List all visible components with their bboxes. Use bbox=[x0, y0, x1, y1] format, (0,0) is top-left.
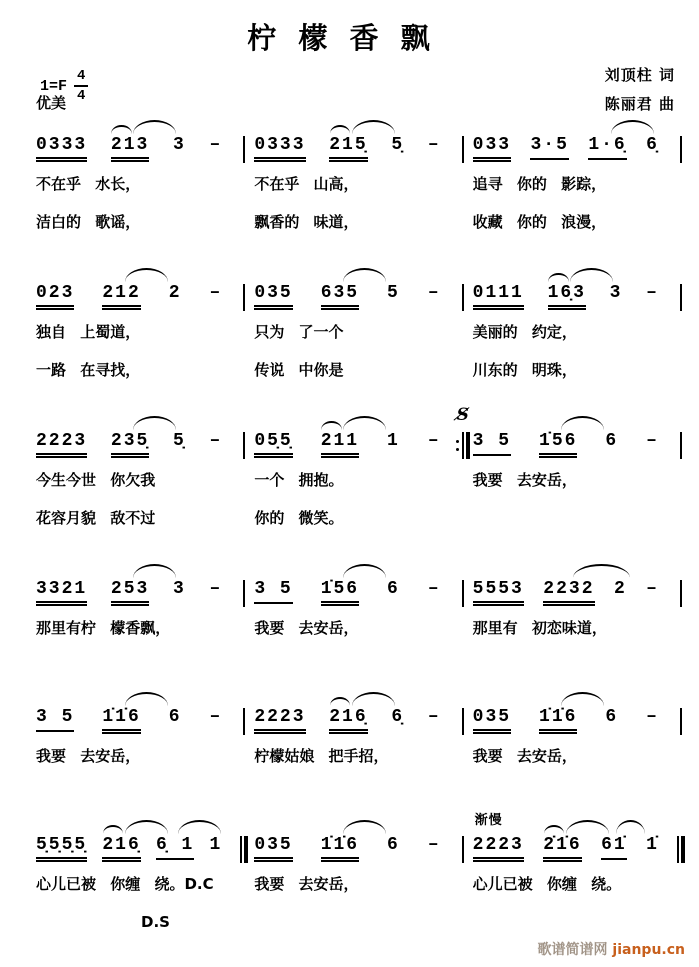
note-group: 2223 bbox=[36, 431, 87, 458]
lyrics-row-1 bbox=[34, 607, 689, 645]
lyric-bar-spacer bbox=[455, 607, 471, 645]
lyric-cell bbox=[471, 497, 673, 535]
lyric-cell: 飘香的 味道， bbox=[254, 213, 359, 231]
lyric-bar-spacer bbox=[455, 863, 471, 901]
lyric-bar-spacer bbox=[455, 459, 471, 497]
barline-cell bbox=[673, 283, 689, 311]
note-group: 235̣ bbox=[111, 431, 149, 458]
note-group: 61̇ bbox=[601, 835, 627, 860]
meter-denominator: 4 bbox=[77, 88, 86, 104]
score-line-3 bbox=[34, 405, 689, 535]
notes-row bbox=[34, 405, 689, 459]
notes-row bbox=[34, 559, 689, 607]
note-group: 6 bbox=[168, 707, 182, 727]
note-group: 6̣ bbox=[391, 707, 405, 727]
notes-measure bbox=[252, 135, 454, 163]
lyric-bar-spacer bbox=[455, 349, 471, 387]
barline-icon bbox=[243, 136, 245, 163]
lyric-cell: 那里有 初恋味道， bbox=[472, 619, 607, 637]
note-group: 216̣ bbox=[329, 707, 367, 734]
note-group: 216̣ bbox=[102, 835, 140, 862]
lyric-cell: D.S bbox=[36, 913, 170, 931]
barline-icon bbox=[243, 580, 245, 607]
note-group: 3 bbox=[173, 579, 186, 599]
lyric-bar-spacer bbox=[455, 311, 471, 349]
notes-measure bbox=[34, 135, 236, 163]
note-group: 1·6̣ bbox=[588, 135, 626, 160]
notes-measure bbox=[34, 707, 236, 735]
note-group: 035 bbox=[473, 707, 511, 734]
barline-icon bbox=[680, 432, 682, 459]
notes-measure bbox=[471, 283, 673, 311]
notes-row bbox=[34, 815, 689, 863]
barline-icon bbox=[462, 836, 464, 863]
lyric-bar-spacer bbox=[455, 163, 471, 201]
note-group: 2 bbox=[168, 283, 182, 303]
note-group: 035 bbox=[254, 283, 292, 310]
lyric-cell: 美丽的 约定， bbox=[472, 323, 577, 341]
barline-thick bbox=[681, 836, 685, 863]
note-group: 0333 bbox=[254, 135, 305, 162]
note-group: – bbox=[646, 579, 659, 599]
score bbox=[34, 115, 689, 939]
note-group: – bbox=[209, 579, 223, 599]
note-group: 16̣3 bbox=[548, 283, 586, 310]
lyric-bar-spacer bbox=[673, 163, 689, 201]
notes-measure bbox=[252, 707, 454, 735]
note-group: 023 bbox=[36, 283, 74, 310]
lyric-cell: 不在乎 水长， bbox=[36, 175, 141, 193]
notes-measure bbox=[471, 579, 673, 607]
score-line-6 bbox=[34, 815, 689, 939]
score-line-4 bbox=[34, 559, 689, 645]
lyric-bar-spacer bbox=[236, 863, 252, 901]
barline-cell bbox=[455, 835, 471, 863]
lyric-cell: 独自 上蜀道， bbox=[36, 323, 141, 341]
lyric-cell: 心儿已被 你缠 绕。D.C bbox=[36, 875, 214, 893]
note-group: 212 bbox=[102, 283, 140, 310]
note-group: 215̣ bbox=[329, 135, 367, 162]
barline-icon bbox=[680, 136, 682, 163]
note-group: – bbox=[209, 431, 223, 451]
lyric-bar-spacer bbox=[236, 349, 252, 387]
lyric-cell: 追寻 你的 影踪， bbox=[472, 175, 607, 193]
notes-measure bbox=[34, 283, 236, 311]
note-group: 213 bbox=[111, 135, 149, 162]
lyric-bar-spacer bbox=[673, 201, 689, 239]
note-group: 033 bbox=[473, 135, 511, 162]
lyric-cell: 你的 微笑。 bbox=[254, 509, 344, 527]
barline-cell bbox=[673, 431, 689, 459]
lyric-bar-spacer bbox=[455, 735, 471, 773]
notes-measure bbox=[252, 283, 454, 311]
lyric-cell: 洁白的 歌谣， bbox=[36, 213, 141, 231]
barline-cell bbox=[673, 707, 689, 735]
note-group: – bbox=[427, 707, 441, 727]
barline-cell bbox=[236, 579, 252, 607]
note-group: 6 bbox=[605, 707, 619, 727]
notes-measure bbox=[34, 835, 236, 863]
lyric-bar-spacer bbox=[236, 201, 252, 239]
repeat-dots-icon bbox=[456, 432, 459, 459]
lyric-bar-spacer bbox=[236, 163, 252, 201]
note-group: 2̇1̇6 bbox=[543, 835, 581, 862]
meter-numerator: 4 bbox=[74, 69, 88, 87]
notes-measure bbox=[471, 813, 673, 863]
barline-cell bbox=[673, 579, 689, 607]
note-group: 1̇56 bbox=[539, 431, 577, 458]
barline-cell bbox=[455, 283, 471, 311]
score-header bbox=[34, 61, 689, 113]
note-group: 1̇1̇6 bbox=[102, 707, 140, 734]
note-group: 1̇ bbox=[646, 835, 659, 855]
note-group: 5̣ bbox=[391, 135, 405, 155]
lyric-bar-spacer bbox=[236, 311, 252, 349]
note-group: – bbox=[427, 431, 441, 451]
note-group: – bbox=[646, 431, 659, 451]
lyric-bar-spacer bbox=[673, 901, 689, 939]
lyric-cell bbox=[252, 901, 454, 939]
note-group: 3 5 bbox=[36, 707, 74, 732]
notes-measure bbox=[471, 135, 673, 163]
barline-cell bbox=[673, 835, 689, 863]
watermark bbox=[538, 939, 685, 959]
note-group: – bbox=[427, 135, 441, 155]
lyric-bar-spacer bbox=[673, 735, 689, 773]
lyrics-row-2 bbox=[34, 497, 689, 535]
notes-measure bbox=[34, 431, 236, 459]
barline-cell bbox=[236, 135, 252, 163]
note-group: 3 bbox=[173, 135, 186, 155]
lyric-bar-spacer bbox=[455, 201, 471, 239]
note-group: 5 bbox=[387, 283, 400, 303]
note-group: 1 bbox=[209, 835, 223, 855]
lyric-bar-spacer bbox=[236, 459, 252, 497]
credits bbox=[605, 61, 675, 120]
note-group: 2 bbox=[613, 579, 627, 599]
barline-thin bbox=[462, 432, 464, 459]
barline-icon bbox=[243, 708, 245, 735]
barline-cell bbox=[455, 405, 471, 459]
lyric-cell: 只为 了一个 bbox=[254, 323, 344, 341]
lyrics-row-1 bbox=[34, 735, 689, 773]
note-group: – bbox=[209, 707, 223, 727]
note-group: – bbox=[427, 283, 441, 303]
note-group: 635 bbox=[321, 283, 359, 310]
key-signature: 1=F bbox=[40, 77, 68, 95]
lyric-cell: 传说 中你是 bbox=[254, 361, 344, 379]
note-group: 6̣ bbox=[646, 135, 659, 155]
notes-measure bbox=[252, 579, 454, 607]
lyric-cell: 川东的 明珠， bbox=[472, 361, 577, 379]
barline-cell bbox=[236, 283, 252, 311]
note-group: 2232 bbox=[543, 579, 594, 606]
lyrics-row-2 bbox=[34, 901, 689, 939]
note-group: 211 bbox=[321, 431, 359, 458]
barline-cell bbox=[455, 579, 471, 607]
tempo-change-mark: 渐慢 bbox=[474, 813, 503, 828]
barline-icon bbox=[680, 284, 682, 311]
barline-icon bbox=[462, 708, 464, 735]
note-group: 3 5 bbox=[473, 431, 511, 456]
lyric-cell: 柠檬姑娘 把手招， bbox=[254, 747, 389, 765]
lyricist-credit: 刘顶柱 词 bbox=[604, 66, 675, 84]
note-group: 5̣ bbox=[173, 431, 186, 451]
lyric-bar-spacer bbox=[673, 607, 689, 645]
barline-thick bbox=[466, 432, 470, 459]
lyrics-row-2 bbox=[34, 201, 689, 239]
notes-row bbox=[34, 263, 689, 311]
barline-thick bbox=[244, 836, 248, 863]
note-group: – bbox=[646, 707, 659, 727]
barline-cell bbox=[236, 707, 252, 735]
lyric-bar-spacer bbox=[673, 311, 689, 349]
barline-icon bbox=[680, 580, 682, 607]
score-line-2 bbox=[34, 263, 689, 387]
lyric-cell: 我要 去安岳， bbox=[254, 619, 359, 637]
barline-cell bbox=[455, 707, 471, 735]
lyric-bar-spacer bbox=[673, 863, 689, 901]
barline-icon bbox=[243, 284, 245, 311]
lyrics-row-1 bbox=[34, 311, 689, 349]
lyrics-row-1 bbox=[34, 863, 689, 901]
lyric-bar-spacer bbox=[673, 349, 689, 387]
note-group: 2223 bbox=[254, 707, 305, 734]
note-group: – bbox=[209, 283, 223, 303]
barline-thin bbox=[677, 836, 679, 863]
lyric-bar-spacer bbox=[673, 459, 689, 497]
note-group: 1̇56 bbox=[321, 579, 359, 606]
notes-measure bbox=[471, 707, 673, 735]
lyric-cell: 我要 去安岳， bbox=[254, 875, 359, 893]
lyric-bar-spacer bbox=[236, 497, 252, 535]
lyric-cell bbox=[471, 901, 673, 939]
barline-icon bbox=[243, 432, 245, 459]
note-group: 0333 bbox=[36, 135, 87, 162]
segno-icon: S̸ bbox=[456, 405, 469, 425]
lyric-cell: 那里有柠 檬香飘， bbox=[36, 619, 171, 637]
lyric-cell: 一个 拥抱。 bbox=[254, 471, 344, 489]
barline-icon bbox=[462, 284, 464, 311]
notes-measure bbox=[252, 431, 454, 459]
notes-row bbox=[34, 687, 689, 735]
lyric-bar-spacer bbox=[455, 497, 471, 535]
lyric-cell: 我要 去安岳， bbox=[472, 471, 577, 489]
composer-credit: 陈丽君 曲 bbox=[604, 95, 675, 114]
barline-cell bbox=[236, 431, 252, 459]
barline-thin bbox=[240, 836, 242, 863]
lyric-bar-spacer bbox=[236, 735, 252, 773]
note-group: 035 bbox=[254, 835, 292, 862]
note-group: 0111 bbox=[473, 283, 524, 310]
note-group: 1̇1̇6 bbox=[539, 707, 577, 734]
notes-measure bbox=[471, 431, 673, 459]
note-group: 3321 bbox=[36, 579, 87, 606]
lyrics-row-2 bbox=[34, 349, 689, 387]
notes-measure bbox=[252, 835, 454, 863]
lyric-cell: 我要 去安岳， bbox=[36, 747, 141, 765]
lyric-bar-spacer bbox=[236, 607, 252, 645]
lyrics-row-1 bbox=[34, 163, 689, 201]
barline-cell bbox=[455, 135, 471, 163]
barline-icon bbox=[462, 136, 464, 163]
tempo-marking: 优美 bbox=[36, 94, 67, 112]
time-signature bbox=[74, 69, 88, 103]
lyric-cell: 收藏 你的 浪漫， bbox=[472, 213, 607, 231]
note-group: 5̣5̣5̣5̣ bbox=[36, 835, 87, 862]
watermark-url[interactable]: jianpu.cn bbox=[612, 942, 685, 958]
note-group: 3 bbox=[609, 283, 623, 303]
notes-measure bbox=[34, 579, 236, 607]
song-title: 柠 檬 香 飘 bbox=[247, 21, 436, 55]
lyric-bar-spacer bbox=[673, 497, 689, 535]
note-group: 2223 bbox=[473, 835, 524, 862]
lyrics-row-1 bbox=[34, 459, 689, 497]
watermark-site: 歌谱简谱网 bbox=[537, 942, 608, 958]
barline-cell bbox=[673, 135, 689, 163]
score-line-5 bbox=[34, 687, 689, 773]
lyric-cell: 心儿已被 你缠 绕。 bbox=[472, 875, 622, 893]
note-group: 5553 bbox=[473, 579, 524, 606]
note-group: 1 bbox=[387, 431, 400, 451]
lyric-cell: 一路 在寻找， bbox=[36, 361, 141, 379]
lyric-cell: 花容月貌 敌不过 bbox=[36, 509, 156, 527]
note-group: 253 bbox=[111, 579, 149, 606]
note-group: 6 bbox=[387, 835, 400, 855]
lyric-cell: 今生今世 你欠我 bbox=[36, 471, 156, 489]
note-group: 6 bbox=[605, 431, 619, 451]
note-group: 6̣ 1 bbox=[156, 835, 194, 860]
note-group: – bbox=[427, 835, 441, 855]
lyric-bar-spacer bbox=[236, 901, 252, 939]
lyric-cell: 不在乎 山高， bbox=[254, 175, 359, 193]
note-group: – bbox=[209, 135, 223, 155]
score-line-1 bbox=[34, 115, 689, 239]
lyric-bar-spacer bbox=[455, 901, 471, 939]
lyric-cell: 我要 去安岳， bbox=[472, 747, 577, 765]
note-group: 6 bbox=[387, 579, 400, 599]
note-group: 3·5 bbox=[530, 135, 568, 160]
note-group: 3 5 bbox=[254, 579, 292, 604]
notes-row bbox=[34, 115, 689, 163]
note-group: – bbox=[646, 283, 659, 303]
note-group: 05̣5̣ bbox=[254, 431, 292, 458]
barline-cell bbox=[236, 835, 252, 863]
barline-icon bbox=[680, 708, 682, 735]
note-group: 1̇1̇6 bbox=[321, 835, 359, 862]
barline-icon bbox=[462, 580, 464, 607]
note-group: – bbox=[427, 579, 441, 599]
